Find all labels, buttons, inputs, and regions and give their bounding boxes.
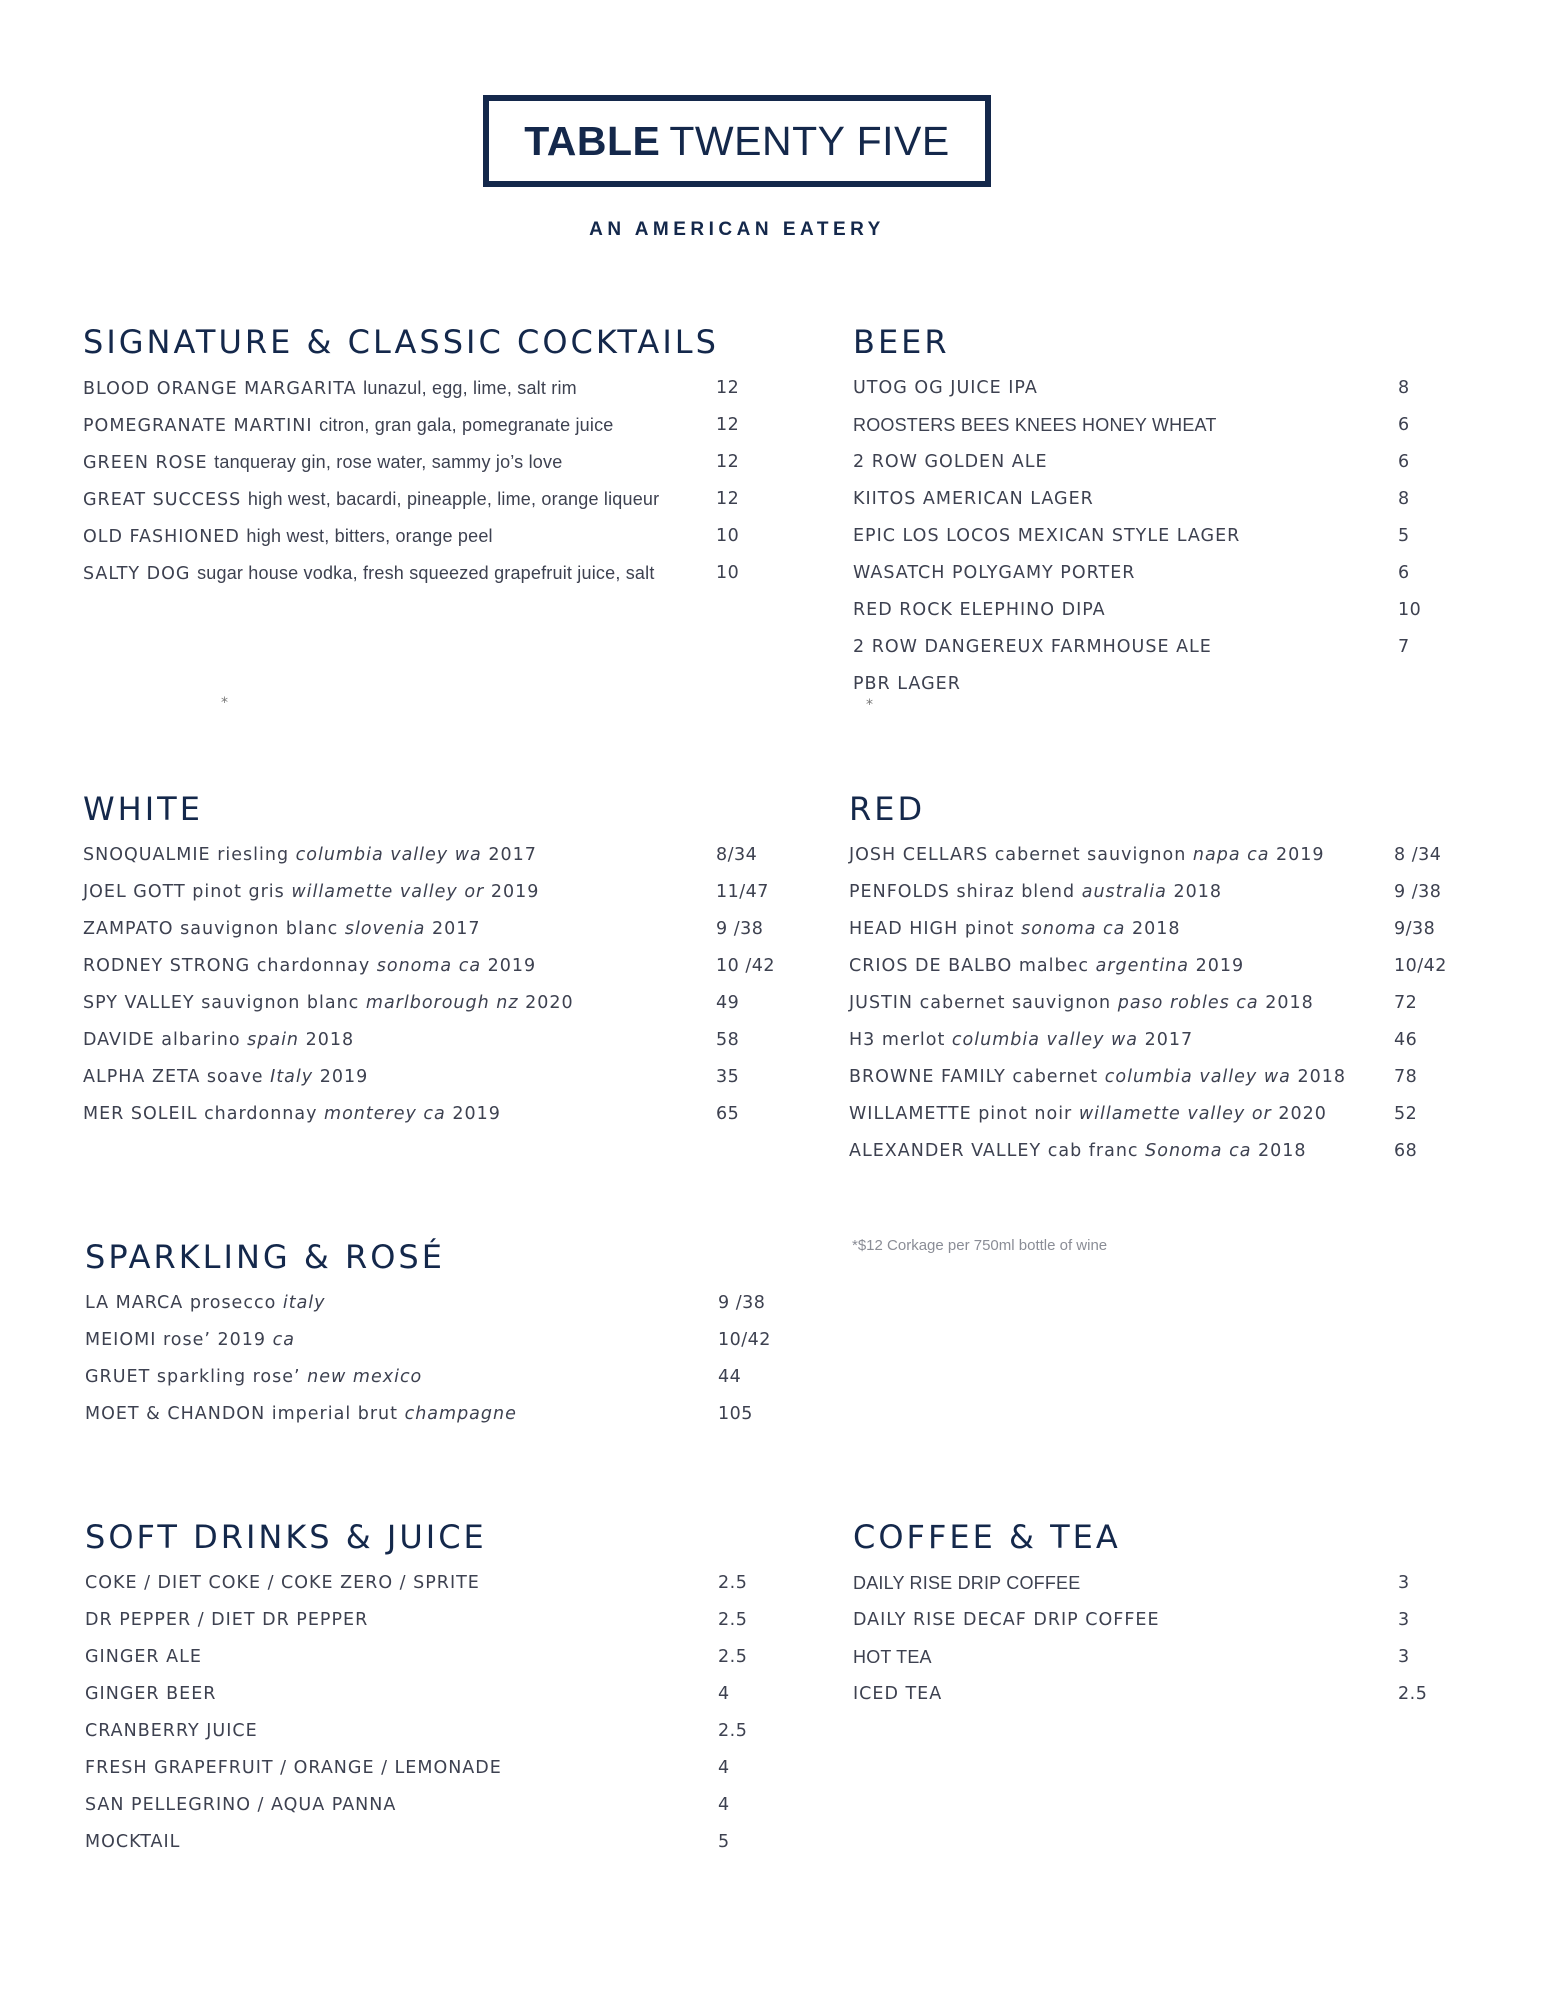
item-name: HOT TEA	[853, 1647, 932, 1667]
item-price: 10	[1398, 600, 1422, 620]
item-price: 3	[1398, 1647, 1410, 1667]
wine-producer: H3	[849, 1030, 876, 1050]
item-name: UTOG OG JUICE IPA	[853, 378, 1038, 398]
wine-origin: italy	[282, 1293, 326, 1313]
wine-vintage: 2018	[1265, 993, 1314, 1013]
list-item	[853, 636, 1410, 673]
section-title: WHITE	[83, 790, 203, 828]
item-description: high west, bacardi, pineapple, lime, orange liqueur	[247, 489, 660, 509]
item-name: GREEN ROSE	[83, 453, 208, 473]
wine-producer: PENFOLDS	[849, 882, 950, 902]
item-price: 46	[1394, 1030, 1418, 1050]
wine-varietal: pinot	[964, 919, 1015, 939]
wine-varietal: shiraz blend	[956, 882, 1076, 902]
list-item	[849, 918, 1436, 955]
item-price: 5	[1398, 526, 1410, 546]
section-title: BEER	[853, 323, 950, 361]
asterisk-mark: *	[221, 695, 228, 711]
item-name: GINGER ALE	[85, 1647, 202, 1667]
item-price: 12	[716, 452, 740, 472]
item-name: FRESH GRAPEFRUIT / ORANGE / LEMONADE	[85, 1758, 502, 1778]
wine-vintage: 2017	[1144, 1030, 1194, 1050]
section-title: COFFEE & TEA	[853, 1518, 1121, 1556]
wine-origin: new mexico	[307, 1367, 423, 1387]
wine-origin: willamette valley or	[1078, 1104, 1272, 1124]
wine-producer: HEAD HIGH	[849, 919, 959, 939]
list-item	[85, 1794, 730, 1831]
wine-origin: spain	[247, 1030, 300, 1050]
list-item	[83, 992, 740, 1029]
item-description: lunazul, egg, lime, salt rim	[363, 378, 577, 398]
wine-origin: paso robles ca	[1117, 993, 1259, 1013]
item-price: 3	[1398, 1573, 1410, 1593]
item-name: SALTY DOG	[83, 564, 191, 584]
wine-varietal: cabernet	[1012, 1067, 1099, 1087]
list-item	[85, 1609, 748, 1646]
list-item	[85, 1720, 748, 1757]
wine-vintage: 2019	[490, 882, 540, 902]
wine-origin: sonoma ca	[1021, 919, 1126, 939]
item-price: 72	[1394, 993, 1418, 1013]
wine-vintage: 2019	[452, 1104, 501, 1124]
wine-producer: MOET & CHANDON	[85, 1404, 266, 1424]
wine-producer: DAVIDE	[83, 1030, 155, 1050]
list-item	[853, 599, 1422, 636]
item-name: DAILY RISE DECAF DRIP COFFEE	[853, 1610, 1160, 1630]
item-name: ICED TEA	[853, 1684, 943, 1704]
wine-origin: Italy	[270, 1067, 314, 1087]
white-wine-list	[83, 844, 775, 1140]
item-name: ROOSTERS BEES KNEES HONEY WHEAT	[853, 415, 1217, 435]
wine-producer: ALPHA ZETA	[83, 1067, 201, 1087]
tagline: AN AMERICAN EATERY	[589, 219, 885, 240]
item-price: 49	[716, 993, 740, 1013]
logo-bold-word: TABLE	[524, 117, 661, 164]
list-item	[849, 1066, 1418, 1103]
red-wine-list	[849, 844, 1447, 1177]
beer-section	[853, 322, 1422, 710]
item-price: 3	[1398, 1610, 1410, 1630]
wine-varietal: soave	[206, 1067, 264, 1087]
cocktails-section	[83, 322, 740, 599]
section-title: SOFT DRINKS & JUICE	[85, 1518, 487, 1556]
item-name: GREAT SUCCESS	[83, 490, 242, 510]
item-price: 8	[1398, 378, 1410, 398]
list-item	[853, 1609, 1410, 1646]
wine-vintage: 2019	[319, 1067, 369, 1087]
list-item	[85, 1683, 730, 1720]
list-item	[849, 844, 1442, 881]
list-item	[83, 1066, 740, 1103]
wine-varietal: cab franc	[1047, 1141, 1139, 1161]
logo-text	[524, 118, 950, 165]
item-price: 8	[1398, 489, 1410, 509]
item-price: 65	[716, 1104, 740, 1124]
item-name: KIITOS AMERICAN LAGER	[853, 489, 1094, 509]
wine-origin: ca	[272, 1330, 295, 1350]
list-item	[849, 955, 1447, 992]
item-name: COKE / DIET COKE / COKE ZERO / SPRITE	[85, 1573, 480, 1593]
item-price: 9 /38	[716, 919, 764, 939]
list-item	[83, 1029, 740, 1066]
wine-vintage: 2017	[488, 845, 537, 865]
list-item	[85, 1329, 771, 1366]
asterisk-mark: *	[866, 697, 873, 713]
wine-varietal: rose’ 2019	[162, 1330, 267, 1350]
item-price: 2.5	[718, 1647, 748, 1667]
wine-varietal: malbec	[1018, 956, 1089, 976]
item-price: 78	[1394, 1067, 1418, 1087]
wine-vintage: 2018	[1297, 1067, 1346, 1087]
item-name: GINGER BEER	[85, 1684, 217, 1704]
wine-varietal: chardonnay	[204, 1104, 318, 1124]
item-price: 4	[718, 1795, 730, 1815]
item-price: 8 /34	[1394, 845, 1442, 865]
item-price: 9 /38	[1394, 882, 1442, 902]
logo	[483, 95, 991, 187]
list-item	[83, 955, 775, 992]
wine-varietal: sauvignon blanc	[180, 919, 339, 939]
item-price: 12	[716, 489, 740, 509]
item-price: 10	[716, 526, 740, 546]
item-price: 7	[1398, 637, 1410, 657]
item-name: EPIC LOS LOCOS MEXICAN STYLE LAGER	[853, 526, 1241, 546]
list-item	[85, 1292, 766, 1329]
sparkling-rose-section	[85, 1237, 771, 1440]
wine-varietal: cabernet sauvignon	[994, 845, 1187, 865]
item-name: RED ROCK ELEPHINO DIPA	[853, 600, 1106, 620]
item-price: 12	[716, 378, 740, 398]
list-item	[849, 1103, 1418, 1140]
wine-origin: columbia valley wa	[295, 845, 482, 865]
list-item	[853, 673, 1240, 710]
list-item	[83, 844, 758, 881]
list-item	[83, 488, 740, 525]
list-item	[849, 1029, 1418, 1066]
wine-vintage: 2018	[1258, 1141, 1307, 1161]
wine-vintage: 2019	[1276, 845, 1325, 865]
list-item	[85, 1831, 730, 1868]
wine-producer: MEIOMI	[85, 1330, 157, 1350]
coffee-tea-section	[853, 1517, 1428, 1720]
list-item	[83, 562, 740, 599]
wine-producer: JOSH CELLARS	[849, 845, 989, 865]
list-item	[849, 1140, 1418, 1177]
wine-producer: SNOQUALMIE	[83, 845, 211, 865]
wine-producer: ALEXANDER VALLEY	[849, 1141, 1042, 1161]
list-item	[853, 451, 1410, 488]
list-item	[853, 377, 1410, 414]
wine-vintage: 2018	[1131, 919, 1181, 939]
list-item	[83, 525, 740, 562]
wine-producer: SPY VALLEY	[83, 993, 195, 1013]
wine-producer: RODNEY STRONG	[83, 956, 251, 976]
logo-light-words: TWENTY FIVE	[669, 117, 950, 164]
wine-producer: LA MARCA	[85, 1293, 184, 1313]
wine-producer: ZAMPATO	[83, 919, 174, 939]
item-price: 5	[718, 1832, 730, 1852]
wine-vintage: 2020	[1278, 1104, 1327, 1124]
section-title: RED	[849, 790, 926, 828]
item-name: WASATCH POLYGAMY PORTER	[853, 563, 1136, 583]
section-title: SPARKLING & ROSÉ	[85, 1238, 445, 1276]
wine-varietal: pinot gris	[192, 882, 285, 902]
list-item	[853, 562, 1410, 599]
item-name: OLD FASHIONED	[83, 527, 240, 547]
list-item	[83, 377, 740, 414]
wine-producer: JUSTIN	[849, 993, 914, 1013]
wine-vintage: 2019	[1195, 956, 1245, 976]
wine-vintage: 2020	[525, 993, 574, 1013]
item-price: 10 /42	[716, 956, 775, 976]
item-price: 35	[716, 1067, 740, 1087]
item-price: 10/42	[1394, 956, 1447, 976]
item-price: 105	[718, 1404, 753, 1424]
wine-varietal: imperial brut	[271, 1404, 399, 1424]
wine-vintage: 2019	[487, 956, 537, 976]
item-price: 9/38	[1394, 919, 1436, 939]
list-item	[853, 525, 1410, 562]
cocktails-list	[83, 377, 740, 599]
coffee-tea-list	[853, 1572, 1428, 1720]
item-name: PBR LAGER	[853, 674, 961, 694]
list-item	[83, 881, 769, 918]
wine-varietal: chardonnay	[256, 956, 371, 976]
wine-origin: napa ca	[1192, 845, 1270, 865]
item-price: 2.5	[718, 1610, 748, 1630]
wine-producer: BROWNE FAMILY	[849, 1067, 1006, 1087]
list-item	[853, 1572, 1410, 1609]
item-name: 2 ROW GOLDEN ALE	[853, 452, 1048, 472]
list-item	[85, 1757, 730, 1794]
item-name: DAILY RISE DRIP COFFEE	[853, 1573, 1081, 1593]
item-price: 10	[716, 563, 740, 583]
item-description: high west, bitters, orange peel	[246, 526, 493, 546]
item-price: 9 /38	[718, 1293, 766, 1313]
wine-varietal: sauvignon blanc	[201, 993, 360, 1013]
sparkling-list	[85, 1292, 771, 1440]
item-description: tanqueray gin, rose water, sammy jo’s love	[214, 452, 563, 472]
wine-origin: marlborough nz	[365, 993, 519, 1013]
item-name: CRANBERRY JUICE	[85, 1721, 258, 1741]
item-price: 2.5	[1398, 1684, 1428, 1704]
list-item	[83, 414, 740, 451]
item-price: 2.5	[718, 1573, 748, 1593]
beer-list	[853, 377, 1422, 710]
item-price: 58	[716, 1030, 740, 1050]
soft-drinks-list	[85, 1572, 748, 1868]
item-price: 68	[1394, 1141, 1418, 1161]
item-description: citron, gran gala, pomegranate juice	[319, 415, 614, 435]
item-price: 11/47	[716, 882, 769, 902]
wine-producer: MER SOLEIL	[83, 1104, 198, 1124]
list-item	[85, 1366, 742, 1403]
item-price: 4	[718, 1758, 730, 1778]
list-item	[853, 1683, 1428, 1720]
list-item	[849, 992, 1418, 1029]
wine-origin: Sonoma ca	[1145, 1141, 1252, 1161]
list-item	[83, 1103, 740, 1140]
item-price: 44	[718, 1367, 742, 1387]
wine-producer: CRIOS DE BALBO	[849, 956, 1013, 976]
wine-origin: slovenia	[344, 919, 426, 939]
wine-varietal: albarino	[161, 1030, 241, 1050]
wine-origin: argentina	[1095, 956, 1190, 976]
soft-drinks-section	[85, 1517, 748, 1868]
wine-vintage: 2017	[431, 919, 481, 939]
list-item	[853, 488, 1410, 525]
list-item	[85, 1646, 748, 1683]
wine-varietal: cabernet sauvignon	[919, 993, 1112, 1013]
wine-producer: JOEL GOTT	[83, 882, 186, 902]
item-price: 6	[1398, 415, 1410, 435]
wine-varietal: pinot noir	[978, 1104, 1073, 1124]
item-price: 52	[1394, 1104, 1418, 1124]
list-item	[853, 414, 1410, 451]
wine-varietal: merlot	[881, 1030, 946, 1050]
item-price: 4	[718, 1684, 730, 1704]
item-price: 8/34	[716, 845, 758, 865]
wine-origin: columbia valley wa	[1104, 1067, 1291, 1087]
item-price: 6	[1398, 563, 1410, 583]
corkage-note: *$12 Corkage per 750ml bottle of wine	[852, 1237, 1108, 1254]
item-name: POMEGRANATE MARTINI	[83, 416, 313, 436]
item-price: 6	[1398, 452, 1410, 472]
red-wine-section	[849, 789, 1447, 1177]
wine-origin: australia	[1081, 882, 1167, 902]
wine-producer: WILLAMETTE	[849, 1104, 972, 1124]
wine-producer: GRUET	[85, 1367, 151, 1387]
list-item	[85, 1572, 748, 1609]
wine-varietal: sparkling rose’	[156, 1367, 301, 1387]
list-item	[85, 1403, 753, 1440]
item-name: BLOOD ORANGE MARGARITA	[83, 379, 357, 399]
item-price: 10/42	[718, 1330, 771, 1350]
wine-varietal: riesling	[217, 845, 290, 865]
item-name: SAN PELLEGRINO / AQUA PANNA	[85, 1795, 397, 1815]
item-price: 2.5	[718, 1721, 748, 1741]
list-item	[83, 918, 764, 955]
item-name: DR PEPPER / DIET DR PEPPER	[85, 1610, 369, 1630]
list-item	[853, 1646, 1410, 1683]
item-price: 12	[716, 415, 740, 435]
wine-vintage: 2018	[305, 1030, 355, 1050]
list-item	[849, 881, 1442, 918]
item-name: 2 ROW DANGEREUX FARMHOUSE ALE	[853, 637, 1212, 657]
wine-varietal: prosecco	[189, 1293, 277, 1313]
section-title: SIGNATURE & CLASSIC COCKTAILS	[83, 323, 719, 361]
white-wine-section	[83, 789, 775, 1140]
wine-origin: willamette valley or	[291, 882, 485, 902]
wine-origin: champagne	[404, 1404, 517, 1424]
wine-origin: sonoma ca	[376, 956, 482, 976]
wine-origin: columbia valley wa	[951, 1030, 1139, 1050]
item-description: sugar house vodka, fresh squeezed grapefruit juice, salt	[197, 563, 655, 583]
list-item	[83, 451, 740, 488]
item-name: MOCKTAIL	[85, 1832, 181, 1852]
wine-vintage: 2018	[1173, 882, 1223, 902]
wine-origin: monterey ca	[324, 1104, 446, 1124]
